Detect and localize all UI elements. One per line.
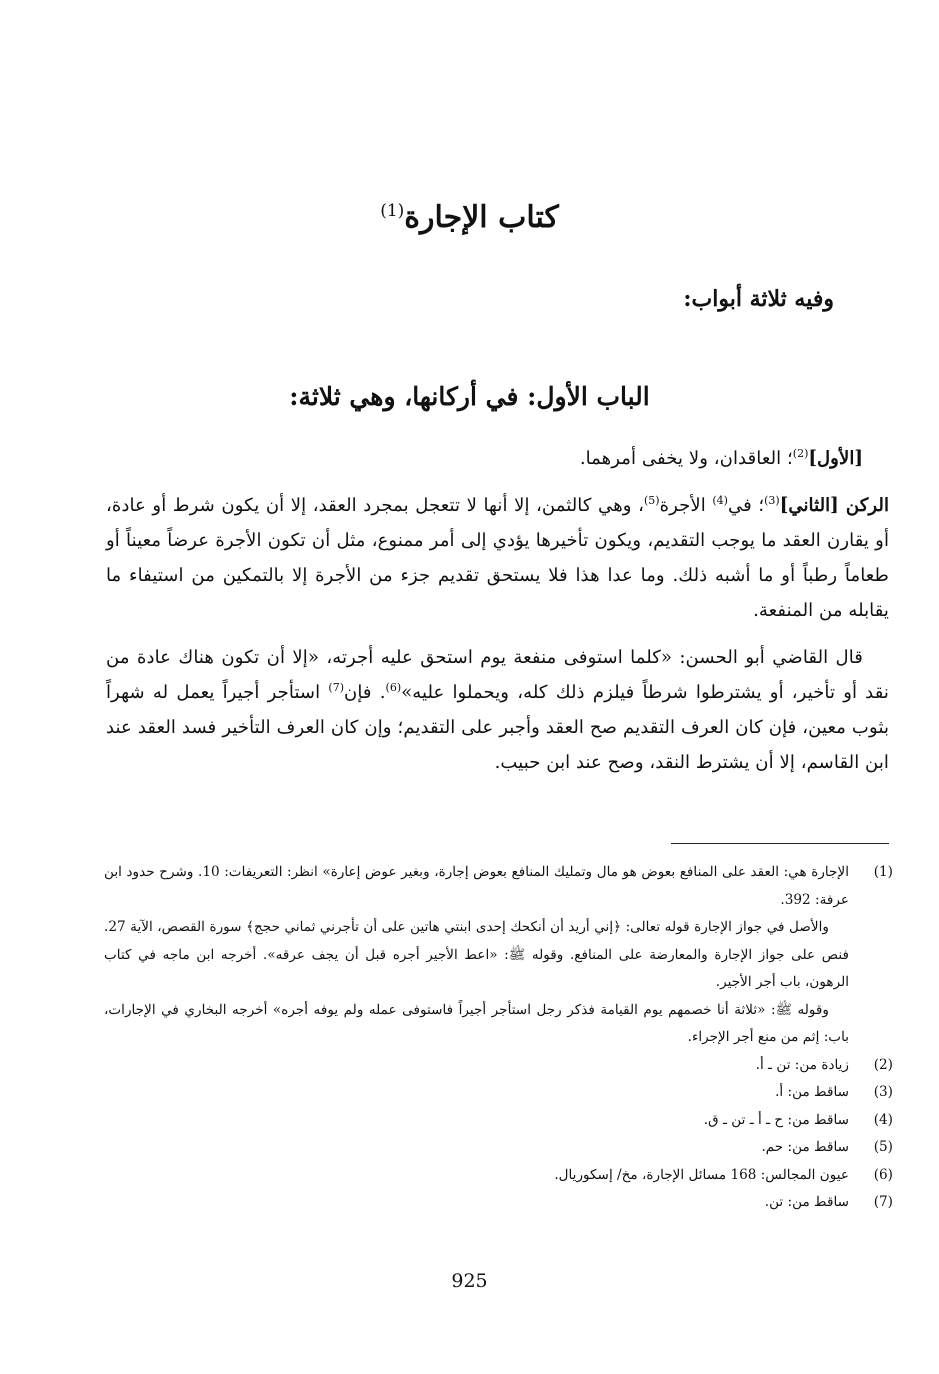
footnote-text: ساقط من: أ. bbox=[775, 1084, 849, 1100]
footnote-text: عيون المجالس: 168 مسائل الإجارة، مخ/ إسكوريال. bbox=[554, 1166, 849, 1183]
book-title bbox=[0, 200, 939, 235]
footnote-number: (2) bbox=[873, 1056, 893, 1073]
footnote-1-continuation-2: وقوله ﷺ: «ثلاثة أنا خصمهم يوم القيامة فذكر رجل استأجر أجيراً فاستوفى عمله ولم يوفه أجره» أخرجه البخاري في الإجارات، باب: إثم من منع أجر الإجراء. bbox=[104, 1001, 849, 1045]
footnote-5 bbox=[104, 1134, 893, 1162]
chapter-heading: الباب الأول: في أركانها، وهي ثلاثة: bbox=[289, 382, 650, 411]
footnote-ref-7[interactable]: (7) bbox=[328, 680, 344, 694]
footnote-ref-2[interactable]: (2) bbox=[792, 446, 809, 460]
first-pillar-label: [الأول] bbox=[808, 448, 863, 469]
footnote-divider bbox=[671, 843, 889, 844]
footnote-number: (4) bbox=[873, 1111, 893, 1128]
footnote-7 bbox=[104, 1189, 893, 1217]
footnote-4 bbox=[104, 1107, 893, 1135]
paragraph-first-pillar bbox=[106, 441, 889, 476]
footnote-number: (6) bbox=[873, 1166, 893, 1183]
second-pillar-text-3: ، وهي كالثمن، إلا أنها لا تتعجل بمجرد العقد، إلا أن يكون شرط أو عادة، أو يقارن العقد ما يوجب التقديم، ويكون تأخيرها يؤدي إلى أمر ممنوع، مثل أن تكون الأجرة عرضاً معيناً أو طعاماً رطباً أو ما أشبه ذلك. وما عدا هذا فلا يستحق تقديم جزء من الأجرة إلا بالتمكين من استيفاء ما يقابله من المنفعة. bbox=[106, 495, 889, 621]
second-pillar-label: الركن [الثاني] bbox=[779, 495, 889, 516]
section-subtitle: وفيه ثلاثة أبواب: bbox=[683, 286, 834, 312]
book-title-text: كتاب الإجارة bbox=[404, 200, 559, 235]
footnote-ref-6[interactable]: (6) bbox=[385, 680, 402, 694]
judge-quote-text-1: قال القاضي أبو الحسن: «كلما استوفى منفعة يوم استحق عليه أجرته، «إلا أن تكون هناك عادة من نقد أو تأخير، أو يشترطوا شرطاً فيلزم ذلك كله، ويحملوا عليه» bbox=[106, 647, 889, 703]
footnote-text: ساقط من: ح ـ أ ـ تن ـ ق. bbox=[703, 1111, 849, 1128]
second-pillar-text-1: ؛ في bbox=[727, 495, 765, 516]
footnote-6 bbox=[104, 1162, 893, 1190]
judge-quote-text-2: . فإن bbox=[343, 682, 386, 703]
footnote-number: (5) bbox=[873, 1139, 893, 1155]
footnote-number: (3) bbox=[873, 1084, 893, 1100]
footnote-1-continuation-1: والأصل في جواز الإجارة قوله تعالى: ﴿إني أريد أن أنكحك إحدى ابنتي هاتين على أن تأجرني ثماني حجج﴾ سورة القصص، الآية 27. فنص على جواز الإجارة والمعارضة على المنافع. وقوله ﷺ: «اعط الأجير أجره قبل أن يجف عرقه». أخرجه ابن ماجه في كتاب الرهون، باب أجر الأجير. bbox=[104, 919, 849, 990]
footnote-2 bbox=[104, 1052, 893, 1080]
footnote-text: زيادة من: تن ـ أ. bbox=[755, 1056, 849, 1073]
first-pillar-text: ؛ العاقدان، ولا يخفى أمرهما. bbox=[579, 448, 793, 469]
footnote-number: (7) bbox=[873, 1194, 893, 1210]
footnote-ref-5[interactable]: (5) bbox=[643, 493, 660, 507]
footnote-text: ساقط من: حم. bbox=[761, 1139, 849, 1155]
second-pillar-text-2: الأجرة bbox=[659, 495, 713, 516]
footnote-ref-3[interactable]: (3) bbox=[764, 493, 780, 507]
footnote-ref-1[interactable]: (1) bbox=[380, 201, 405, 221]
footnote-3 bbox=[104, 1079, 893, 1107]
judge-quote-text-3: استأجر أجيراً يعمل له شهراً بثوب معين، فإن كان العرف التقديم صح العقد وأجبر على التقديم؛ وإن كان العرف التأخير فسد العقد عند ابن القاسم، إلا أن يشترط النقد، وصح عند ابن حبيب. bbox=[106, 682, 889, 773]
footnote-ref-4[interactable]: (4) bbox=[712, 493, 728, 507]
paragraph-judge-quote bbox=[106, 640, 889, 780]
paragraph-second-pillar bbox=[106, 488, 889, 628]
page-number: 925 bbox=[451, 1270, 488, 1292]
footnote-text: الإجارة هي: العقد على المنافع بعوض هو مال وتمليك المنافع بعوض إجارة، وبغير عوض إعارة» انظر: التعريفات: 10. وشرح حدود ابن عرفة: 392. bbox=[104, 864, 849, 908]
footnotes bbox=[104, 859, 893, 1217]
footnote-text: ساقط من: تن. bbox=[764, 1194, 849, 1210]
footnote-number: (1) bbox=[873, 864, 893, 880]
main-text bbox=[106, 441, 889, 794]
footnote-1 bbox=[104, 859, 893, 914]
